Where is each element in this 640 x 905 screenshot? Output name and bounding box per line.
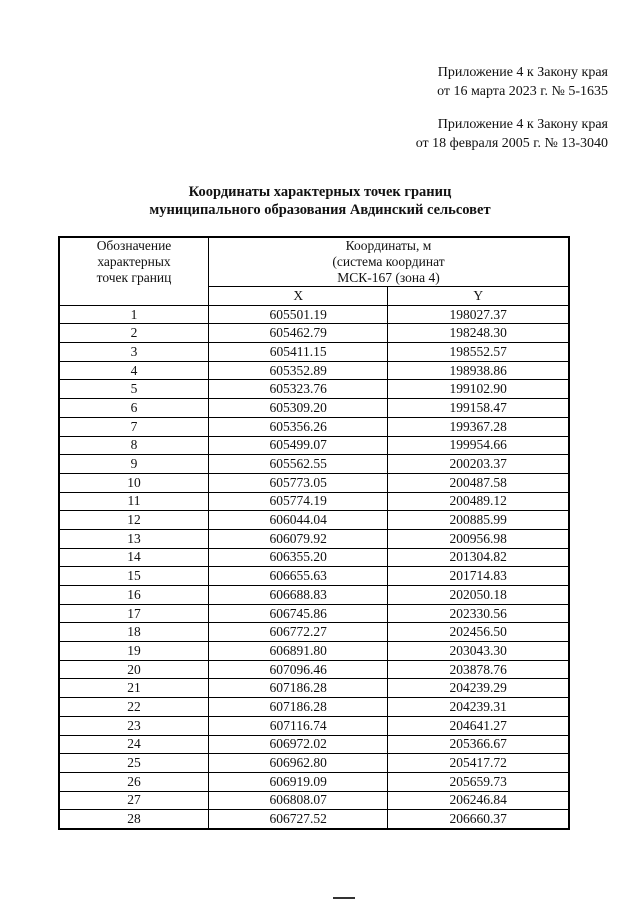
x-coordinate: 605774.19 — [209, 492, 388, 511]
x-coordinate: 606808.07 — [209, 791, 388, 810]
table-row — [59, 492, 569, 511]
point-number: 6 — [59, 399, 209, 418]
table-row — [59, 791, 569, 810]
y-header: Y — [388, 287, 569, 306]
y-coordinate: 204239.31 — [388, 698, 569, 717]
x-coordinate: 607116.74 — [209, 716, 388, 735]
x-coordinate: 605562.55 — [209, 455, 388, 474]
table-row — [59, 586, 569, 605]
x-coordinate: 605309.20 — [209, 399, 388, 418]
coord-header — [209, 237, 570, 287]
y-coordinate: 203043.30 — [388, 642, 569, 661]
point-number: 17 — [59, 604, 209, 623]
table-row — [59, 604, 569, 623]
table-row — [59, 380, 569, 399]
appendix-original — [416, 115, 608, 153]
table-row — [59, 754, 569, 773]
appendix-current-line2: от 16 марта 2023 г. № 5-1635 — [437, 84, 608, 99]
x-coordinate: 606044.04 — [209, 511, 388, 530]
coord-header-line3: МСК-167 (зона 4) — [337, 270, 440, 285]
table-row — [59, 679, 569, 698]
table-row — [59, 305, 569, 324]
point-number: 5 — [59, 380, 209, 399]
point-number: 3 — [59, 343, 209, 362]
point-number: 15 — [59, 567, 209, 586]
x-coordinate: 606355.20 — [209, 548, 388, 567]
y-coordinate: 198552.57 — [388, 343, 569, 362]
y-coordinate: 201304.82 — [388, 548, 569, 567]
x-coordinate: 607096.46 — [209, 660, 388, 679]
y-coordinate: 206246.84 — [388, 791, 569, 810]
point-number: 21 — [59, 679, 209, 698]
x-coordinate: 605323.76 — [209, 380, 388, 399]
point-number: 14 — [59, 548, 209, 567]
y-coordinate: 205417.72 — [388, 754, 569, 773]
x-coordinate: 606891.80 — [209, 642, 388, 661]
x-coordinate: 605501.19 — [209, 305, 388, 324]
table-row — [59, 399, 569, 418]
x-coordinate: 607186.28 — [209, 679, 388, 698]
appendix-original-line1: Приложение 4 к Закону края — [437, 117, 608, 132]
y-coordinate: 199102.90 — [388, 380, 569, 399]
x-coordinate: 605499.07 — [209, 436, 388, 455]
table-row — [59, 455, 569, 474]
point-number: 9 — [59, 455, 209, 474]
x-header: X — [209, 287, 388, 306]
y-coordinate: 201714.83 — [388, 567, 569, 586]
y-coordinate: 202456.50 — [388, 623, 569, 642]
y-coordinate: 200885.99 — [388, 511, 569, 530]
coord-header-line1: Координаты, м — [345, 238, 432, 253]
pen-mark — [333, 897, 355, 899]
table-row — [59, 623, 569, 642]
point-number: 11 — [59, 492, 209, 511]
y-coordinate: 200489.12 — [388, 492, 569, 511]
table-row — [59, 698, 569, 717]
table-row — [59, 642, 569, 661]
table-row — [59, 772, 569, 791]
table-row — [59, 436, 569, 455]
table-row — [59, 529, 569, 548]
y-coordinate: 204239.29 — [388, 679, 569, 698]
x-coordinate: 605352.89 — [209, 361, 388, 380]
y-coordinate: 202330.56 — [388, 604, 569, 623]
coord-header-line2: (система координат — [332, 254, 445, 269]
point-number: 22 — [59, 698, 209, 717]
document-title — [0, 183, 640, 219]
x-coordinate: 605356.26 — [209, 417, 388, 436]
y-coordinate: 199367.28 — [388, 417, 569, 436]
y-coordinate: 204641.27 — [388, 716, 569, 735]
title-line1: Координаты характерных точек границ — [188, 184, 452, 200]
title-line2: муниципального образования Авдинский сельсовет — [149, 202, 491, 218]
point-header-line2: характерных — [97, 254, 171, 269]
y-coordinate: 199158.47 — [388, 399, 569, 418]
point-number: 10 — [59, 473, 209, 492]
x-coordinate: 606688.83 — [209, 586, 388, 605]
point-number: 26 — [59, 772, 209, 791]
table-row — [59, 473, 569, 492]
point-header-line1: Обозначение — [96, 238, 172, 253]
point-number: 19 — [59, 642, 209, 661]
y-coordinate: 200956.98 — [388, 529, 569, 548]
x-coordinate: 606962.80 — [209, 754, 388, 773]
appendix-current-line1: Приложение 4 к Закону края — [437, 65, 608, 80]
point-number: 23 — [59, 716, 209, 735]
x-coordinate: 605773.05 — [209, 473, 388, 492]
table-row — [59, 567, 569, 586]
x-coordinate: 606919.09 — [209, 772, 388, 791]
y-coordinate: 206660.37 — [388, 810, 569, 829]
table-row — [59, 810, 569, 829]
y-coordinate: 202050.18 — [388, 586, 569, 605]
point-number: 2 — [59, 324, 209, 343]
point-number: 25 — [59, 754, 209, 773]
point-number: 16 — [59, 586, 209, 605]
table-row — [59, 361, 569, 380]
point-number: 24 — [59, 735, 209, 754]
table-row — [59, 324, 569, 343]
y-coordinate: 200487.58 — [388, 473, 569, 492]
point-header-line3: точек границ — [96, 270, 172, 285]
table-row — [59, 735, 569, 754]
table-row — [59, 660, 569, 679]
point-number: 13 — [59, 529, 209, 548]
point-number: 28 — [59, 810, 209, 829]
table-row — [59, 511, 569, 530]
x-coordinate: 605462.79 — [209, 324, 388, 343]
x-coordinate: 606972.02 — [209, 735, 388, 754]
appendix-original-line2: от 18 февраля 2005 г. № 13-3040 — [415, 136, 608, 151]
y-coordinate: 198027.37 — [388, 305, 569, 324]
x-coordinate: 606772.27 — [209, 623, 388, 642]
x-coordinate: 605411.15 — [209, 343, 388, 362]
table-row — [59, 343, 569, 362]
x-coordinate: 606079.92 — [209, 529, 388, 548]
point-number: 1 — [59, 305, 209, 324]
y-coordinate: 205659.73 — [388, 772, 569, 791]
x-coordinate: 606655.63 — [209, 567, 388, 586]
table-row — [59, 548, 569, 567]
table-row — [59, 716, 569, 735]
point-number: 7 — [59, 417, 209, 436]
point-number: 18 — [59, 623, 209, 642]
point-number: 4 — [59, 361, 209, 380]
point-number: 20 — [59, 660, 209, 679]
y-coordinate: 200203.37 — [388, 455, 569, 474]
table-row — [59, 417, 569, 436]
y-coordinate: 198248.30 — [388, 324, 569, 343]
y-coordinate: 198938.86 — [388, 361, 569, 380]
x-coordinate: 606727.52 — [209, 810, 388, 829]
x-coordinate: 607186.28 — [209, 698, 388, 717]
x-coordinate: 606745.86 — [209, 604, 388, 623]
point-header — [59, 237, 209, 305]
coordinates-table — [58, 236, 570, 830]
point-number: 12 — [59, 511, 209, 530]
y-coordinate: 199954.66 — [388, 436, 569, 455]
y-coordinate: 203878.76 — [388, 660, 569, 679]
point-number: 8 — [59, 436, 209, 455]
y-coordinate: 205366.67 — [388, 735, 569, 754]
appendix-current — [437, 63, 608, 101]
point-number: 27 — [59, 791, 209, 810]
